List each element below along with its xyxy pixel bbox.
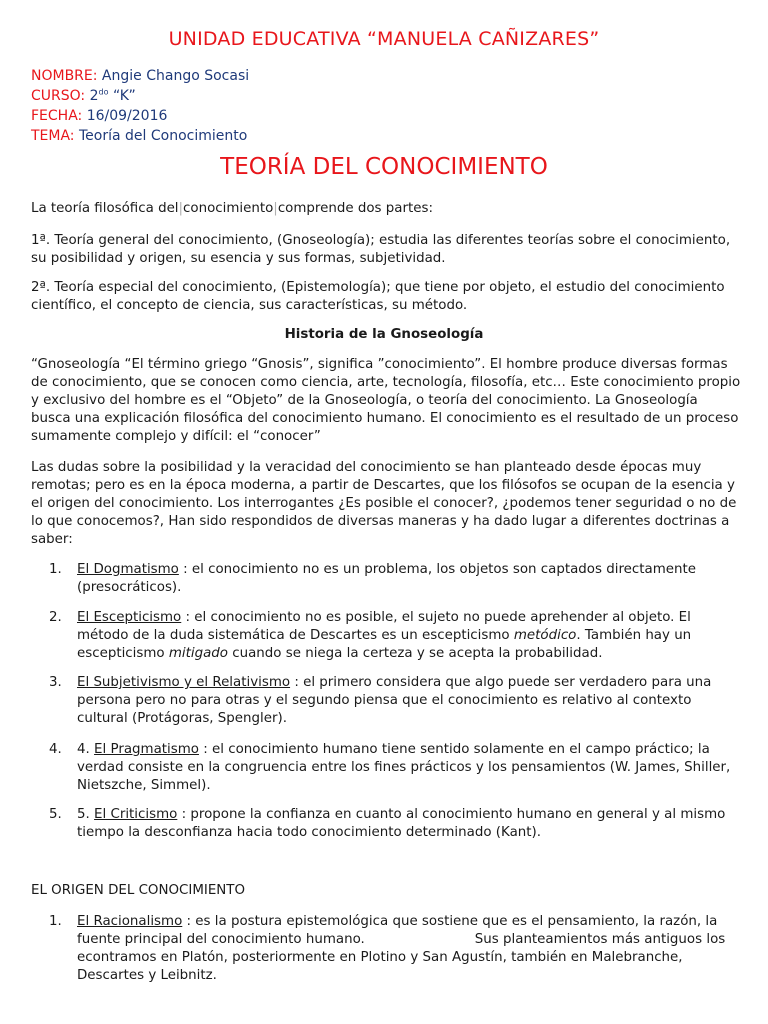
origin-text: : es la postura epistemológica que sostiene que es el pensamiento, la razón, la fuente principal del conocimiento humano. — [77, 914, 718, 947]
doctrine-italic: metódico — [513, 628, 577, 643]
list-number: 2. — [49, 610, 62, 625]
curso-section: “K” — [108, 88, 136, 104]
curso-line — [31, 86, 136, 106]
doctrine-text: : el conocimiento humano tiene sentido solamente en el campo práctico; la verdad consiste en la congruencia entre los fines prácticos y los pensamientos (W. James, Shiller, Nietszche, Simmel). — [77, 742, 731, 793]
document-title: TEORÍA DEL CONOCIMIENTO — [220, 154, 548, 180]
origin-term: El Racionalismo — [77, 914, 183, 929]
curso-ordinal: do — [98, 87, 109, 97]
tema-label: TEMA: — [31, 128, 75, 144]
doctrine-term: El Escepticismo — [77, 610, 182, 625]
intro-pre: La teoría filosófica del — [31, 201, 179, 216]
doctrine-term: El Dogmatismo — [77, 562, 179, 577]
doctrine-item — [31, 674, 743, 728]
doctrine-text: : el primero considera que algo puede ser verdadero para una persona pero no para otras y el segundo piensa que el conocimiento es relativo al contexto cultural (Protágoras, Spengler). — [77, 675, 712, 726]
intro-word: conocimiento — [183, 201, 274, 216]
origin-text: Sus planteamientos más antiguos los econtramos en Platón, posteriormente en Plotino y San Agustín, también en Malebranche, Descartes y Leibnitz. — [77, 932, 726, 983]
doctrine-text: cuando se niega la certeza y se acepta la probabilidad. — [227, 646, 603, 661]
nombre-line — [31, 66, 249, 86]
doctrine-italic: mitigado — [168, 646, 228, 661]
doctrine-item — [31, 561, 743, 597]
list-number: 5. — [49, 807, 62, 822]
school-name: UNIDAD EDUCATIVA “MANUELA CAÑIZARES” — [168, 28, 600, 50]
origin-item — [31, 913, 743, 985]
doctrine-prefix: 4. — [77, 742, 95, 757]
nombre-label: NOMBRE: — [31, 68, 98, 84]
doctrine-term: El Criticismo — [94, 807, 178, 822]
history-paragraph-2: Las dudas sobre la posibilidad y la veracidad del conocimiento se han planteado desde épocas muy remotas; pero es en la época moderna, a partir de Descartes, que los filósofos se ocupan de la esencia y el origen del conocimiento. Los interrogantes ¿Es posible el conocer?, ¿podemos tener seguridad o no de lo que conocemos?, Han sido respondidos de diversas maneras y ha dado lugar a diferentes doctrinas a saber: — [31, 460, 737, 547]
curso-value — [90, 88, 136, 104]
history-heading: Historia de la Gnoseología — [284, 327, 484, 342]
list-number: 3. — [49, 675, 62, 690]
origin-heading: EL ORIGEN DEL CONOCIMIENTO — [31, 883, 246, 898]
doctrine-text: : propone la confianza en cuanto al conocimiento humano en general y al mismo tiempo la desconfianza hacia todo conocimiento determinado (Kant). — [77, 807, 726, 840]
doctrine-text: : el conocimiento no es posible, el sujeto no puede aprehender al objeto. El método de la duda sistemática de Descartes es un escepticismo — [77, 610, 691, 643]
tema-line — [31, 126, 247, 146]
doctrine-text: : el conocimiento no es un problema, los objetos son captados directamente (presocráticos). — [77, 562, 696, 595]
doctrine-term: El Pragmatismo — [94, 742, 199, 757]
intro-paragraph: La teoría filosófica del|conocimiento|comprende dos partes: — [31, 201, 433, 216]
doctrine-item — [31, 806, 743, 842]
curso-label: CURSO: — [31, 88, 86, 104]
doctrine-term: El Subjetivismo y el Relativismo — [77, 675, 291, 690]
fecha-label: FECHA: — [31, 108, 83, 124]
part1-paragraph: 1ª. Teoría general del conocimiento, (Gnoseología); estudia las diferentes teorías sobre el conocimiento, su posibilidad y origen, su esencia y sus formas, subjetividad. — [31, 233, 731, 266]
curso-number: 2 — [89, 88, 99, 104]
fecha-value: 16/09/2016 — [86, 108, 168, 124]
doctrine-text: . También hay un escepticismo — [77, 628, 692, 661]
doctrine-prefix: 5. — [77, 807, 95, 822]
tema-value: Teoría del Conocimiento — [78, 128, 248, 144]
fecha-line — [31, 106, 167, 126]
nombre-value: Angie Chango Socasi — [101, 68, 250, 84]
intro-post: comprende dos partes: — [277, 201, 433, 216]
doctrine-item — [31, 741, 743, 795]
part2-paragraph: 2ª. Teoría especial del conocimiento, (Epistemología); que tiene por objeto, el estudio del conocimiento científico, el concepto de ciencia, sus características, su método. — [31, 280, 725, 313]
list-number: 1. — [49, 562, 62, 577]
history-paragraph-1: “Gnoseología “El término griego “Gnosis”, significa ”conocimiento”. El hombre produce diversas formas de conocimiento, que se conocen como ciencia, arte, tecnología, filosofía, etc… Este conocimiento propio y exclusivo del hombre es el “Objeto” de la Gnoseología, o teoría del conocimiento. La Gnoseología busca una explicación filosófica del conocimiento humano. El conocimiento es el resultado de un proceso sumamente complejo y difícil: el “conocer” — [31, 357, 741, 444]
list-number: 1. — [49, 914, 62, 929]
list-number: 4. — [49, 742, 62, 757]
doctrine-item — [31, 609, 743, 663]
